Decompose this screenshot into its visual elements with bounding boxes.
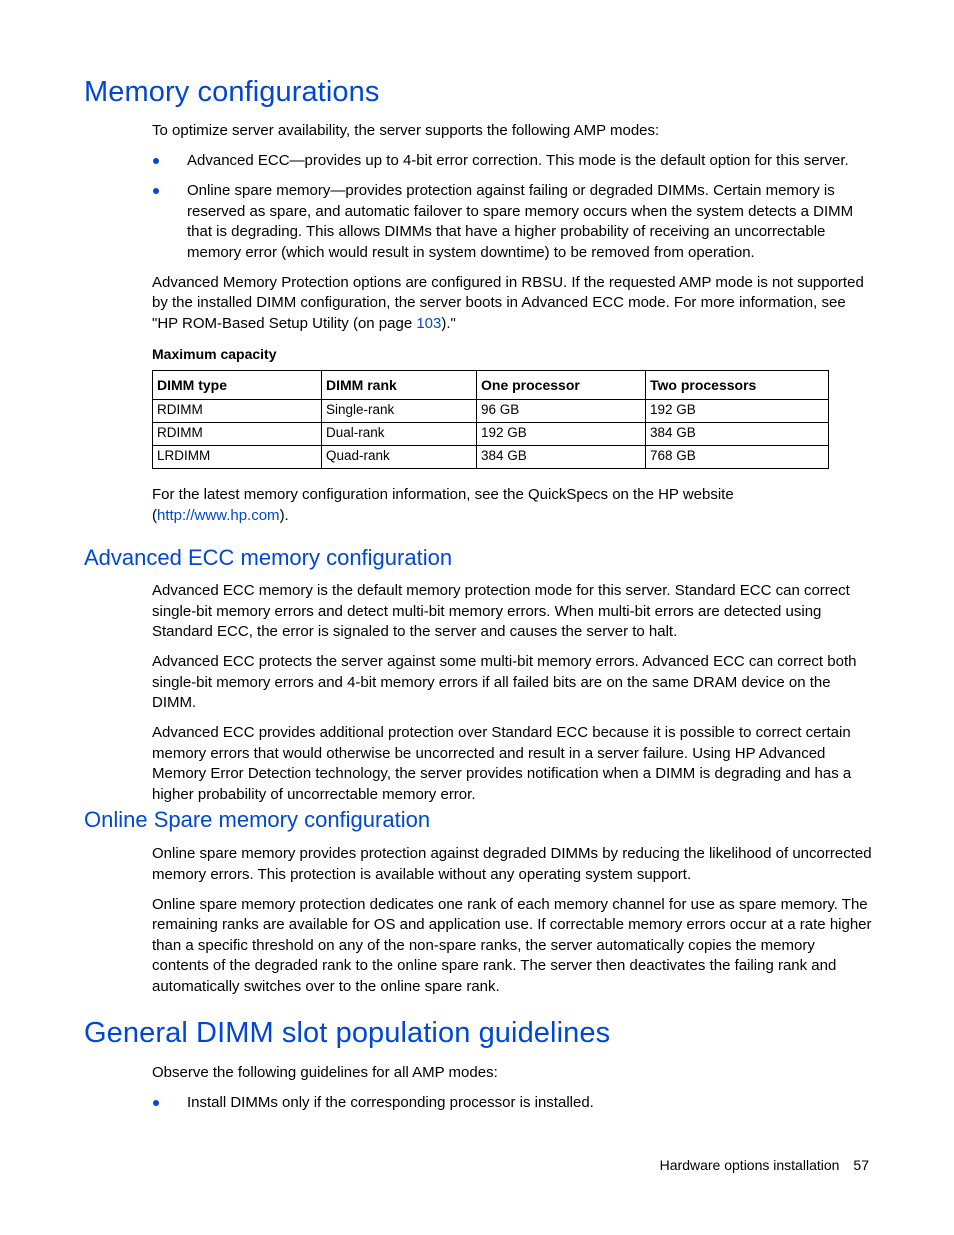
amp-config-paragraph: Advanced Memory Protection options are configured in RBSU. If the requested AMP mode is not supported by the installed DIMM configuration, the server boots in Advanced ECC mode. For more information, see "HP ROM-Based Setup Utility (on page 103)." [152,273,864,332]
latest-info-paragraph: For the latest memory configuration information, see the QuickSpecs on the HP website (http://www.hp.com). [152,486,734,524]
table-cell: 96 GB [477,400,646,423]
table-cell: 768 GB [646,446,829,469]
table-cell: 192 GB [646,400,829,423]
list-item: Install DIMMs only if the corresponding processor is installed. [152,1093,872,1114]
paragraph: Online spare memory protection dedicates one rank of each memory channel for use as spare memory. The remaining ranks are available for OS and application use. If correctable memory errors occur at a rate higher than a specific threshold on any of the non-spare ranks, the server automatically copies the memory contents of the degraded rank to the online spare rank. The server then deactivates the failing rank and automatically switches over to the online spare rank. [152,895,872,995]
advanced-ecc-body [152,581,872,815]
table-cell: 192 GB [477,423,646,446]
paragraph: Advanced ECC provides additional protection over Standard ECC because it is possible to correct certain memory errors that would otherwise be uncorrected and result in a server failure. Using HP Advanced Memory Error Detection technology, the server provides notification when a DIMM is degrading and has a higher probability of uncorrectable memory error. [152,724,852,803]
maximum-capacity-table [152,370,829,469]
table-cell: 384 GB [646,423,829,446]
section-title-dimm-guidelines: General DIMM slot population guidelines [84,1017,611,1049]
section-title-memory-configurations: Memory configurations [84,76,380,108]
table-caption: Maximum capacity [152,345,277,362]
table-cell: 384 GB [477,446,646,469]
table-row [153,400,829,423]
footer-section-label: Hardware options installation [659,1157,840,1173]
column-header: Two processors [646,371,829,400]
paragraph: Advanced ECC memory is the default memory protection mode for this server. Standard ECC can correct single-bit memory errors and detect multi-bit memory errors. When multi-bit errors are detected using Standard ECC, the error is signaled to the server and causes the server to halt. [152,582,850,640]
table-row [153,446,829,469]
amp-intro: To optimize server availability, the server supports the following AMP modes: [152,122,660,139]
table-row [153,423,829,446]
column-header: DIMM rank [322,371,477,400]
paragraph: Advanced ECC protects the server against some multi-bit memory errors. Advanced ECC can correct both single-bit memory errors and 4-bit memory errors if all failed bits are on the same DRAM device on the DIMM. [152,653,857,711]
table-header-row [153,371,829,400]
bullet-icon [153,1100,159,1106]
table-cell: Dual-rank [322,423,477,446]
online-spare-body [152,844,872,1007]
bullet-icon [153,188,159,194]
table-cell: RDIMM [153,423,322,446]
table-cell: RDIMM [153,400,322,423]
column-header: One processor [477,371,646,400]
section-title-online-spare: Online Spare memory configuration [84,807,431,832]
dimm-guidelines-body [152,1063,872,1123]
column-header: DIMM type [153,371,322,400]
guidelines-list [152,1093,872,1114]
table-cell: Single-rank [322,400,477,423]
hp-website-link[interactable]: http://www.hp.com [157,506,280,524]
list-item: Advanced ECC—provides up to 4-bit error correction. This mode is the default option for this server. [152,151,872,172]
paragraph: Online spare memory provides protection against degraded DIMMs by reducing the likelihood of uncorrected memory errors. This protection is available without any operating system support. [152,845,872,883]
bullet-icon [153,158,159,164]
memory-configurations-body [152,121,872,536]
page-reference-link[interactable]: 103 [416,314,442,332]
list-item: Online spare memory—provides protection against failing or degraded DIMMs. Certain memory is reserved as spare, and automatic failover to spare memory occurs when the system detects a DIMM that is degrading. This allows DIMMs that have a higher probability of receiving an uncorrectable memory error (which would result in system downtime) to be removed from operation. [152,181,872,263]
page-footer [660,1157,869,1173]
page-number: 57 [853,1157,869,1173]
guidelines-intro: Observe the following guidelines for all AMP modes: [152,1064,498,1081]
amp-modes-list [152,151,872,263]
section-title-advanced-ecc: Advanced ECC memory configuration [84,545,453,570]
table-cell: Quad-rank [322,446,477,469]
table-cell: LRDIMM [153,446,322,469]
